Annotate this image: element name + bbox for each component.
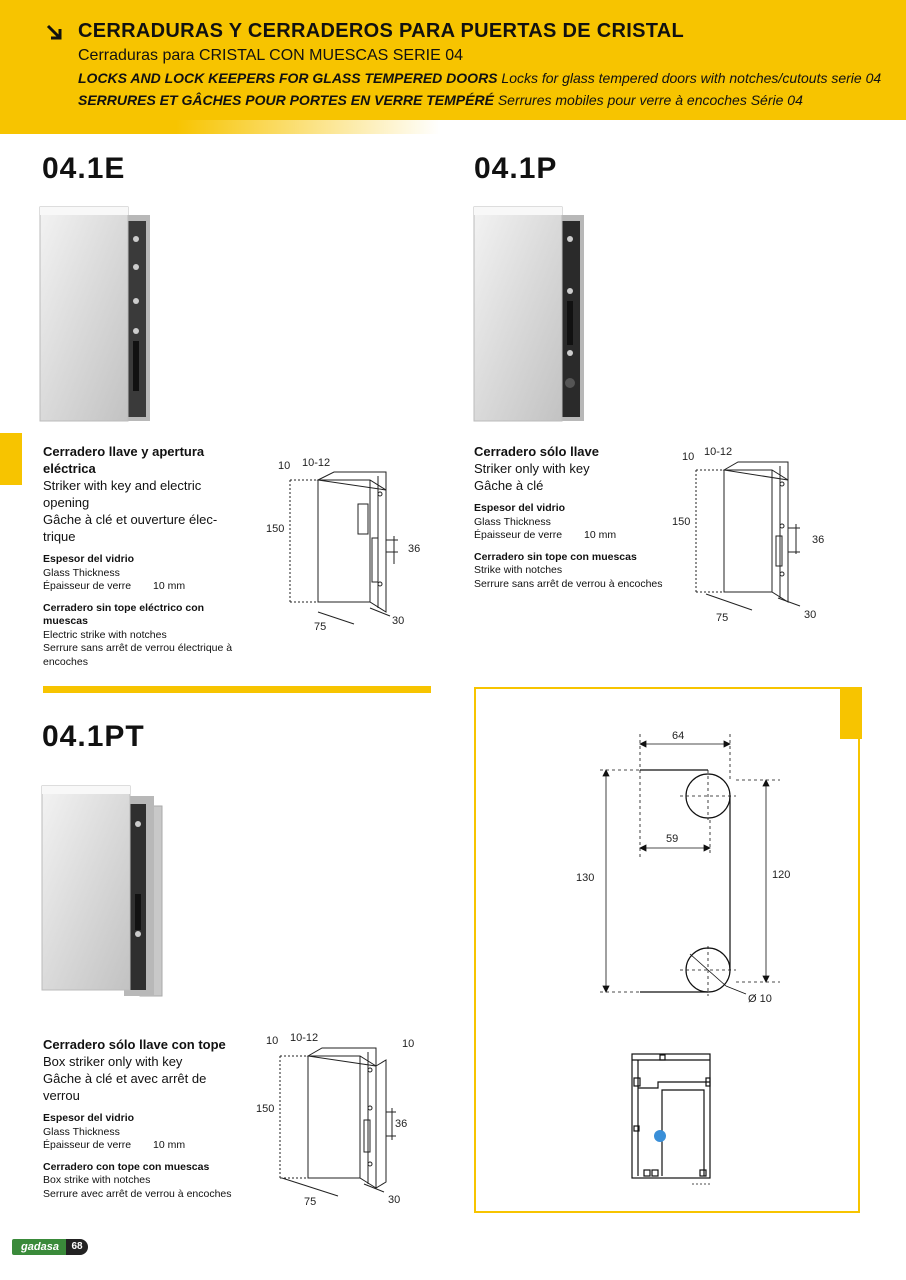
dim-b: 10-12 [290, 1032, 319, 1044]
product-description [43, 1036, 243, 1201]
dim-d: 30 [388, 1194, 401, 1206]
dim-w: 75 [314, 621, 327, 633]
spec-fr: Épaisseur de verre [43, 1139, 132, 1151]
subtitle-english-rest: Locks for glass tempered doors with notches/cutouts serie 04 [497, 70, 882, 86]
note-en: Box strike with notches [43, 1174, 151, 1186]
product-photo-04-1p [472, 205, 590, 427]
product-code: 04.1E [42, 152, 126, 185]
spec-fr-row [43, 1139, 243, 1153]
notch-inner-width: 59 [666, 833, 679, 845]
dim-h: 150 [266, 523, 285, 535]
spec-fr-row [43, 580, 233, 594]
spec-title: Espesor del vidrio [43, 553, 135, 565]
spec-title: Espesor del vidrio [474, 502, 566, 514]
spec-en: Glass Thickness [474, 515, 551, 528]
spec-en: Glass Thickness [43, 566, 120, 579]
note-fr: Serrure avec arrêt de verrou à encoches [43, 1187, 232, 1200]
notch-dimension-drawing [560, 720, 820, 1020]
section-tab [0, 433, 22, 485]
note-fr: Serrure sans arrêt de verrou à encoches [474, 577, 663, 590]
spec-value: 10 mm [153, 1139, 186, 1151]
notch-top-width: 64 [672, 730, 685, 742]
page-subtitle: Cerraduras para CRISTAL CON MUESCAS SERIE 04 [78, 47, 464, 64]
dim-w: 75 [716, 612, 729, 624]
subtitle-french-rest: Serrures mobiles pour verre à encoches Série 04 [493, 92, 803, 108]
brand-logo: gadasa [12, 1239, 68, 1255]
spec-fr-row [474, 529, 674, 543]
product-name-es: Cerradero sólo llave con tope [43, 1037, 226, 1052]
subtitle-english-bold: LOCKS AND LOCK KEEPERS FOR GLASS TEMPERED DOORS [78, 70, 498, 86]
dimension-drawing-04-1p [670, 442, 840, 627]
dim-b: 10-12 [302, 457, 331, 469]
page-title: CERRADURAS Y CERRADEROS PARA PUERTAS DE CRISTAL [78, 20, 685, 42]
note-en: Electric strike with notches [43, 628, 167, 641]
subtitle-french [78, 92, 803, 108]
spec-fr: Épaisseur de verre [474, 529, 563, 541]
section-divider [43, 686, 431, 693]
product-photo-04-1pt [40, 784, 166, 1006]
note-title: Cerradero con tope con muescas [43, 1160, 210, 1173]
dim-a: 10 [682, 451, 695, 463]
product-name-en: Striker with key and electric opening [43, 478, 202, 510]
spec-title: Espesor del vidrio [43, 1112, 135, 1124]
notch-inner-height: 120 [772, 869, 791, 881]
product-photo-04-1e [38, 205, 156, 427]
product-code: 04.1PT [42, 720, 145, 753]
product-name-en: Box striker only with key [43, 1054, 183, 1069]
product-name-es: Cerradero sólo llave [474, 444, 599, 459]
marker-dot [654, 1130, 666, 1142]
dim-s: 36 [395, 1118, 408, 1130]
spec-en: Glass Thickness [43, 1125, 120, 1138]
dim-a: 10 [266, 1035, 279, 1047]
product-code: 04.1P [474, 152, 558, 185]
dim-w: 75 [304, 1196, 317, 1208]
notch-outer-height: 130 [576, 872, 595, 884]
dimension-drawing-04-1e [262, 452, 432, 637]
header-fade [0, 120, 440, 134]
arrow-down-right-icon [44, 22, 66, 44]
product-name-fr: Gâche à clé [474, 478, 544, 493]
dim-h: 150 [672, 516, 691, 528]
page-number: 68 [66, 1239, 88, 1255]
note-en: Strike with notches [474, 564, 563, 576]
note-title: Cerradero sin tope eléctrico con muescas [43, 601, 205, 627]
dim-d: 30 [392, 615, 405, 627]
note-fr: Serrure sans arrêt de verrou électrique à encoches [43, 642, 233, 668]
dim-d: 30 [804, 609, 817, 621]
dimension-drawing-04-1pt [252, 1028, 432, 1213]
product-name-en: Striker only with key [474, 461, 590, 476]
product-name-fr: Gâche à clé et avec arrêt de verrou [43, 1071, 207, 1103]
subtitle-french-bold: SERRURES ET GÂCHES POUR PORTES EN VERRE TEMPÉRÉ [78, 92, 494, 108]
door-panel-schematic [626, 1050, 720, 1190]
dim-s: 36 [812, 534, 825, 546]
subtitle-english [78, 70, 881, 86]
spec-fr: Épaisseur de verre [43, 580, 132, 592]
dim-b: 10-12 [704, 446, 733, 458]
product-description [43, 443, 233, 669]
dim-h: 150 [256, 1103, 275, 1115]
product-description [474, 443, 674, 591]
dim-s: 36 [408, 543, 421, 555]
note-title: Cerradero sin tope con muescas [474, 550, 637, 563]
dim-c: 10 [402, 1038, 415, 1050]
spec-value: 10 mm [153, 580, 186, 592]
product-name-es: Cerradero llave y apertura eléctrica [43, 444, 205, 476]
product-name-fr: Gâche à clé et ouverture élec-trique [43, 512, 218, 544]
spec-value: 10 mm [584, 529, 617, 541]
notch-hole-diameter: Ø 10 [748, 993, 772, 1005]
box-tab [840, 687, 862, 739]
dim-a: 10 [278, 460, 291, 472]
